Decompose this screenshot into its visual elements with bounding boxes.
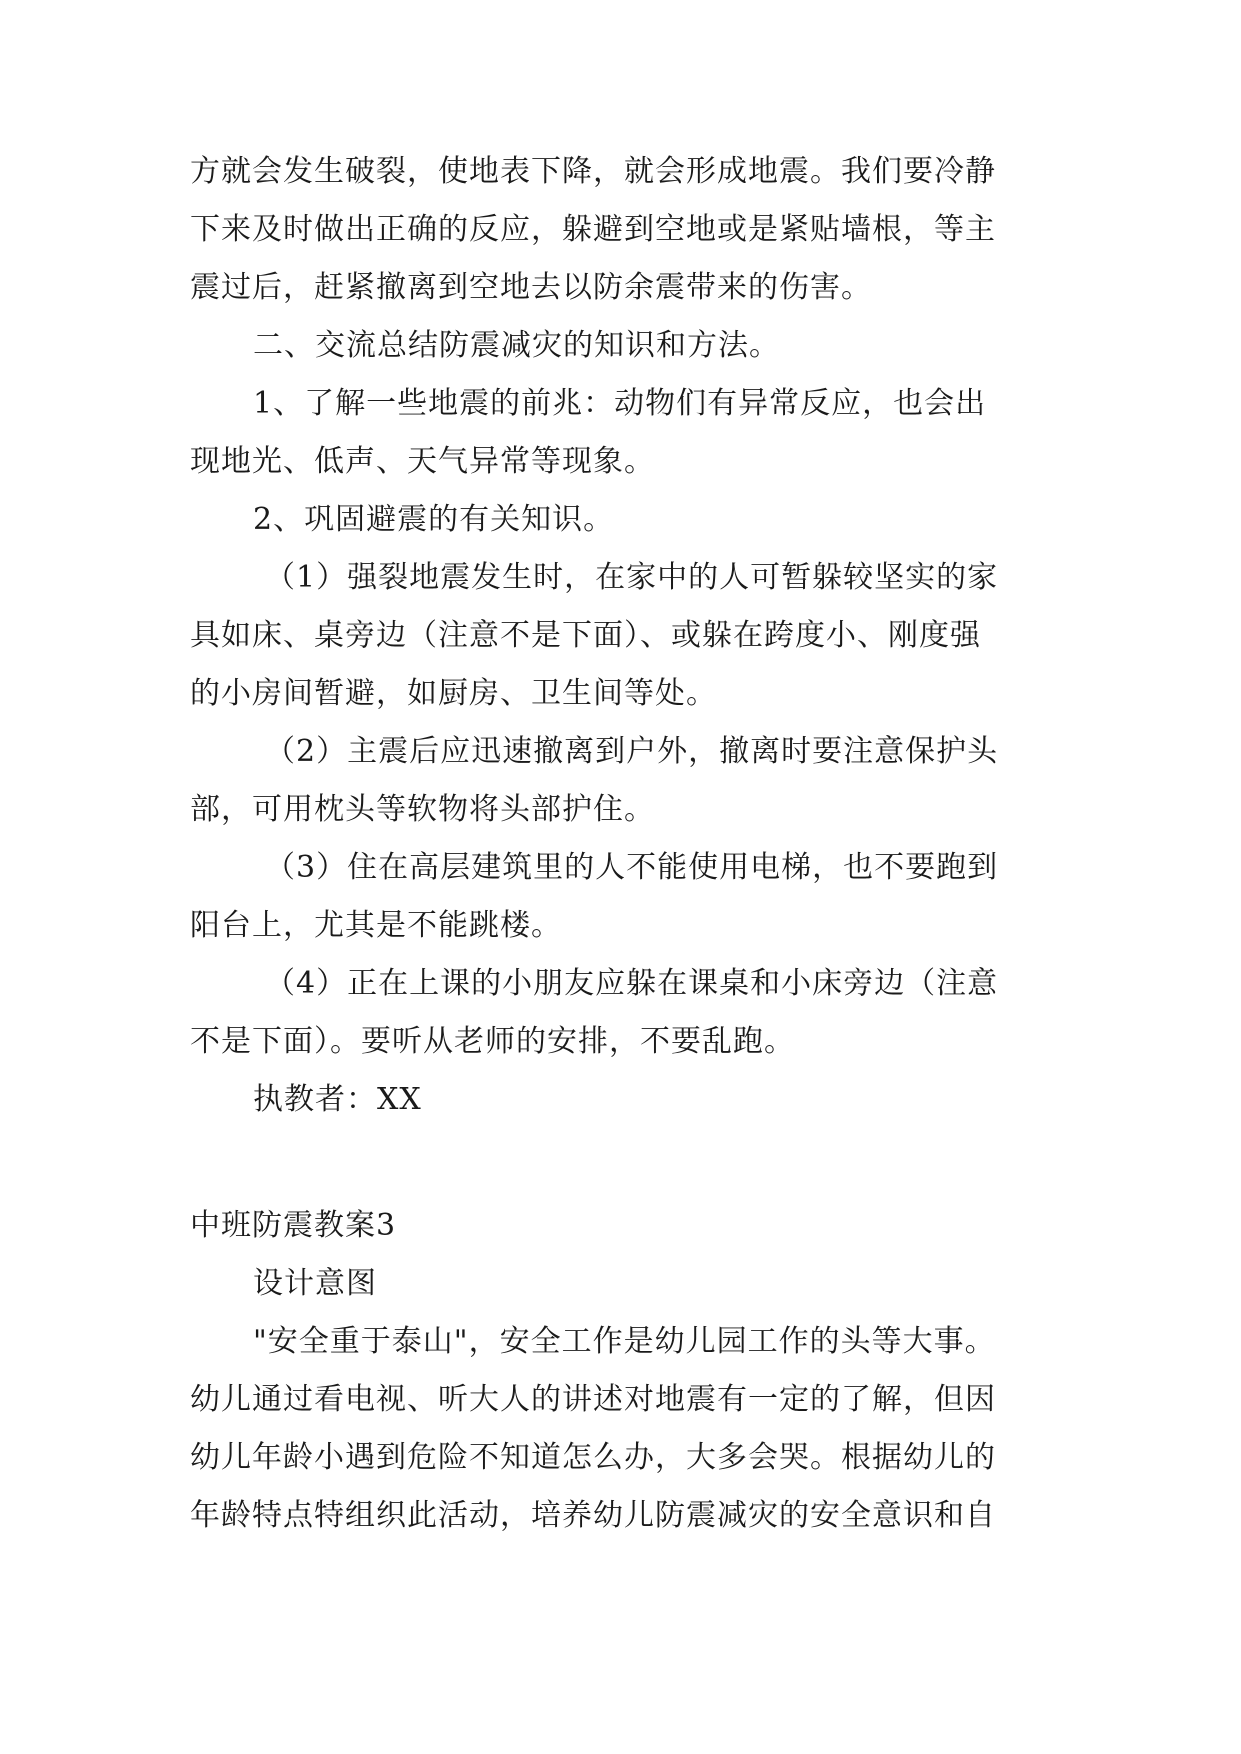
text-line: 2、巩固避震的有关知识。 bbox=[253, 502, 615, 537]
text-line: 方就会发生破裂，使地表下降，就会形成地震。我们要冷静 bbox=[190, 154, 996, 189]
section-title: 中班防震教案3 bbox=[190, 1208, 397, 1243]
text-line: 1、了解一些地震的前兆：动物们有异常反应，也会出 bbox=[253, 386, 987, 421]
text-line: 部，可用枕头等软物将头部护住。 bbox=[190, 792, 655, 827]
text-line: （3）住在高层建筑里的人不能使用电梯，也不要跑到 bbox=[265, 850, 999, 885]
text-line: "安全重于泰山"，安全工作是幼儿园工作的头等大事。 bbox=[253, 1324, 996, 1359]
text-line: 年龄特点特组织此活动，培养幼儿防震减灾的安全意识和自 bbox=[190, 1498, 996, 1533]
text-line: （4）正在上课的小朋友应躲在课桌和小床旁边（注意 bbox=[265, 966, 999, 1001]
text-line: 具如床、桌旁边（注意不是下面）、或躲在跨度小、刚度强 bbox=[190, 618, 981, 653]
text-line: 下来及时做出正确的反应，躲避到空地或是紧贴墙根，等主 bbox=[190, 212, 996, 247]
author-line: 执教者：XX bbox=[253, 1082, 422, 1117]
text-line: 阳台上，尤其是不能跳楼。 bbox=[190, 908, 562, 943]
text-line: 震过后，赶紧撤离到空地去以防余震带来的伤害。 bbox=[190, 270, 872, 305]
text-line: 现地光、低声、天气异常等现象。 bbox=[190, 444, 655, 479]
text-line: （1）强裂地震发生时，在家中的人可暂躲较坚实的家 bbox=[265, 560, 999, 595]
subsection-heading: 设计意图 bbox=[253, 1266, 377, 1301]
text-line: 幼儿通过看电视、听大人的讲述对地震有一定的了解，但因 bbox=[190, 1382, 996, 1417]
section-heading: 二、交流总结防震减灾的知识和方法。 bbox=[253, 328, 780, 363]
text-line: 的小房间暂避，如厨房、卫生间等处。 bbox=[190, 676, 717, 711]
text-line: （2）主震后应迅速撤离到户外，撤离时要注意保护头 bbox=[265, 734, 999, 769]
text-line: 不是下面）。要听从老师的安排，不要乱跑。 bbox=[190, 1024, 795, 1059]
text-line: 幼儿年龄小遇到危险不知道怎么办，大多会哭。根据幼儿的 bbox=[190, 1440, 996, 1475]
